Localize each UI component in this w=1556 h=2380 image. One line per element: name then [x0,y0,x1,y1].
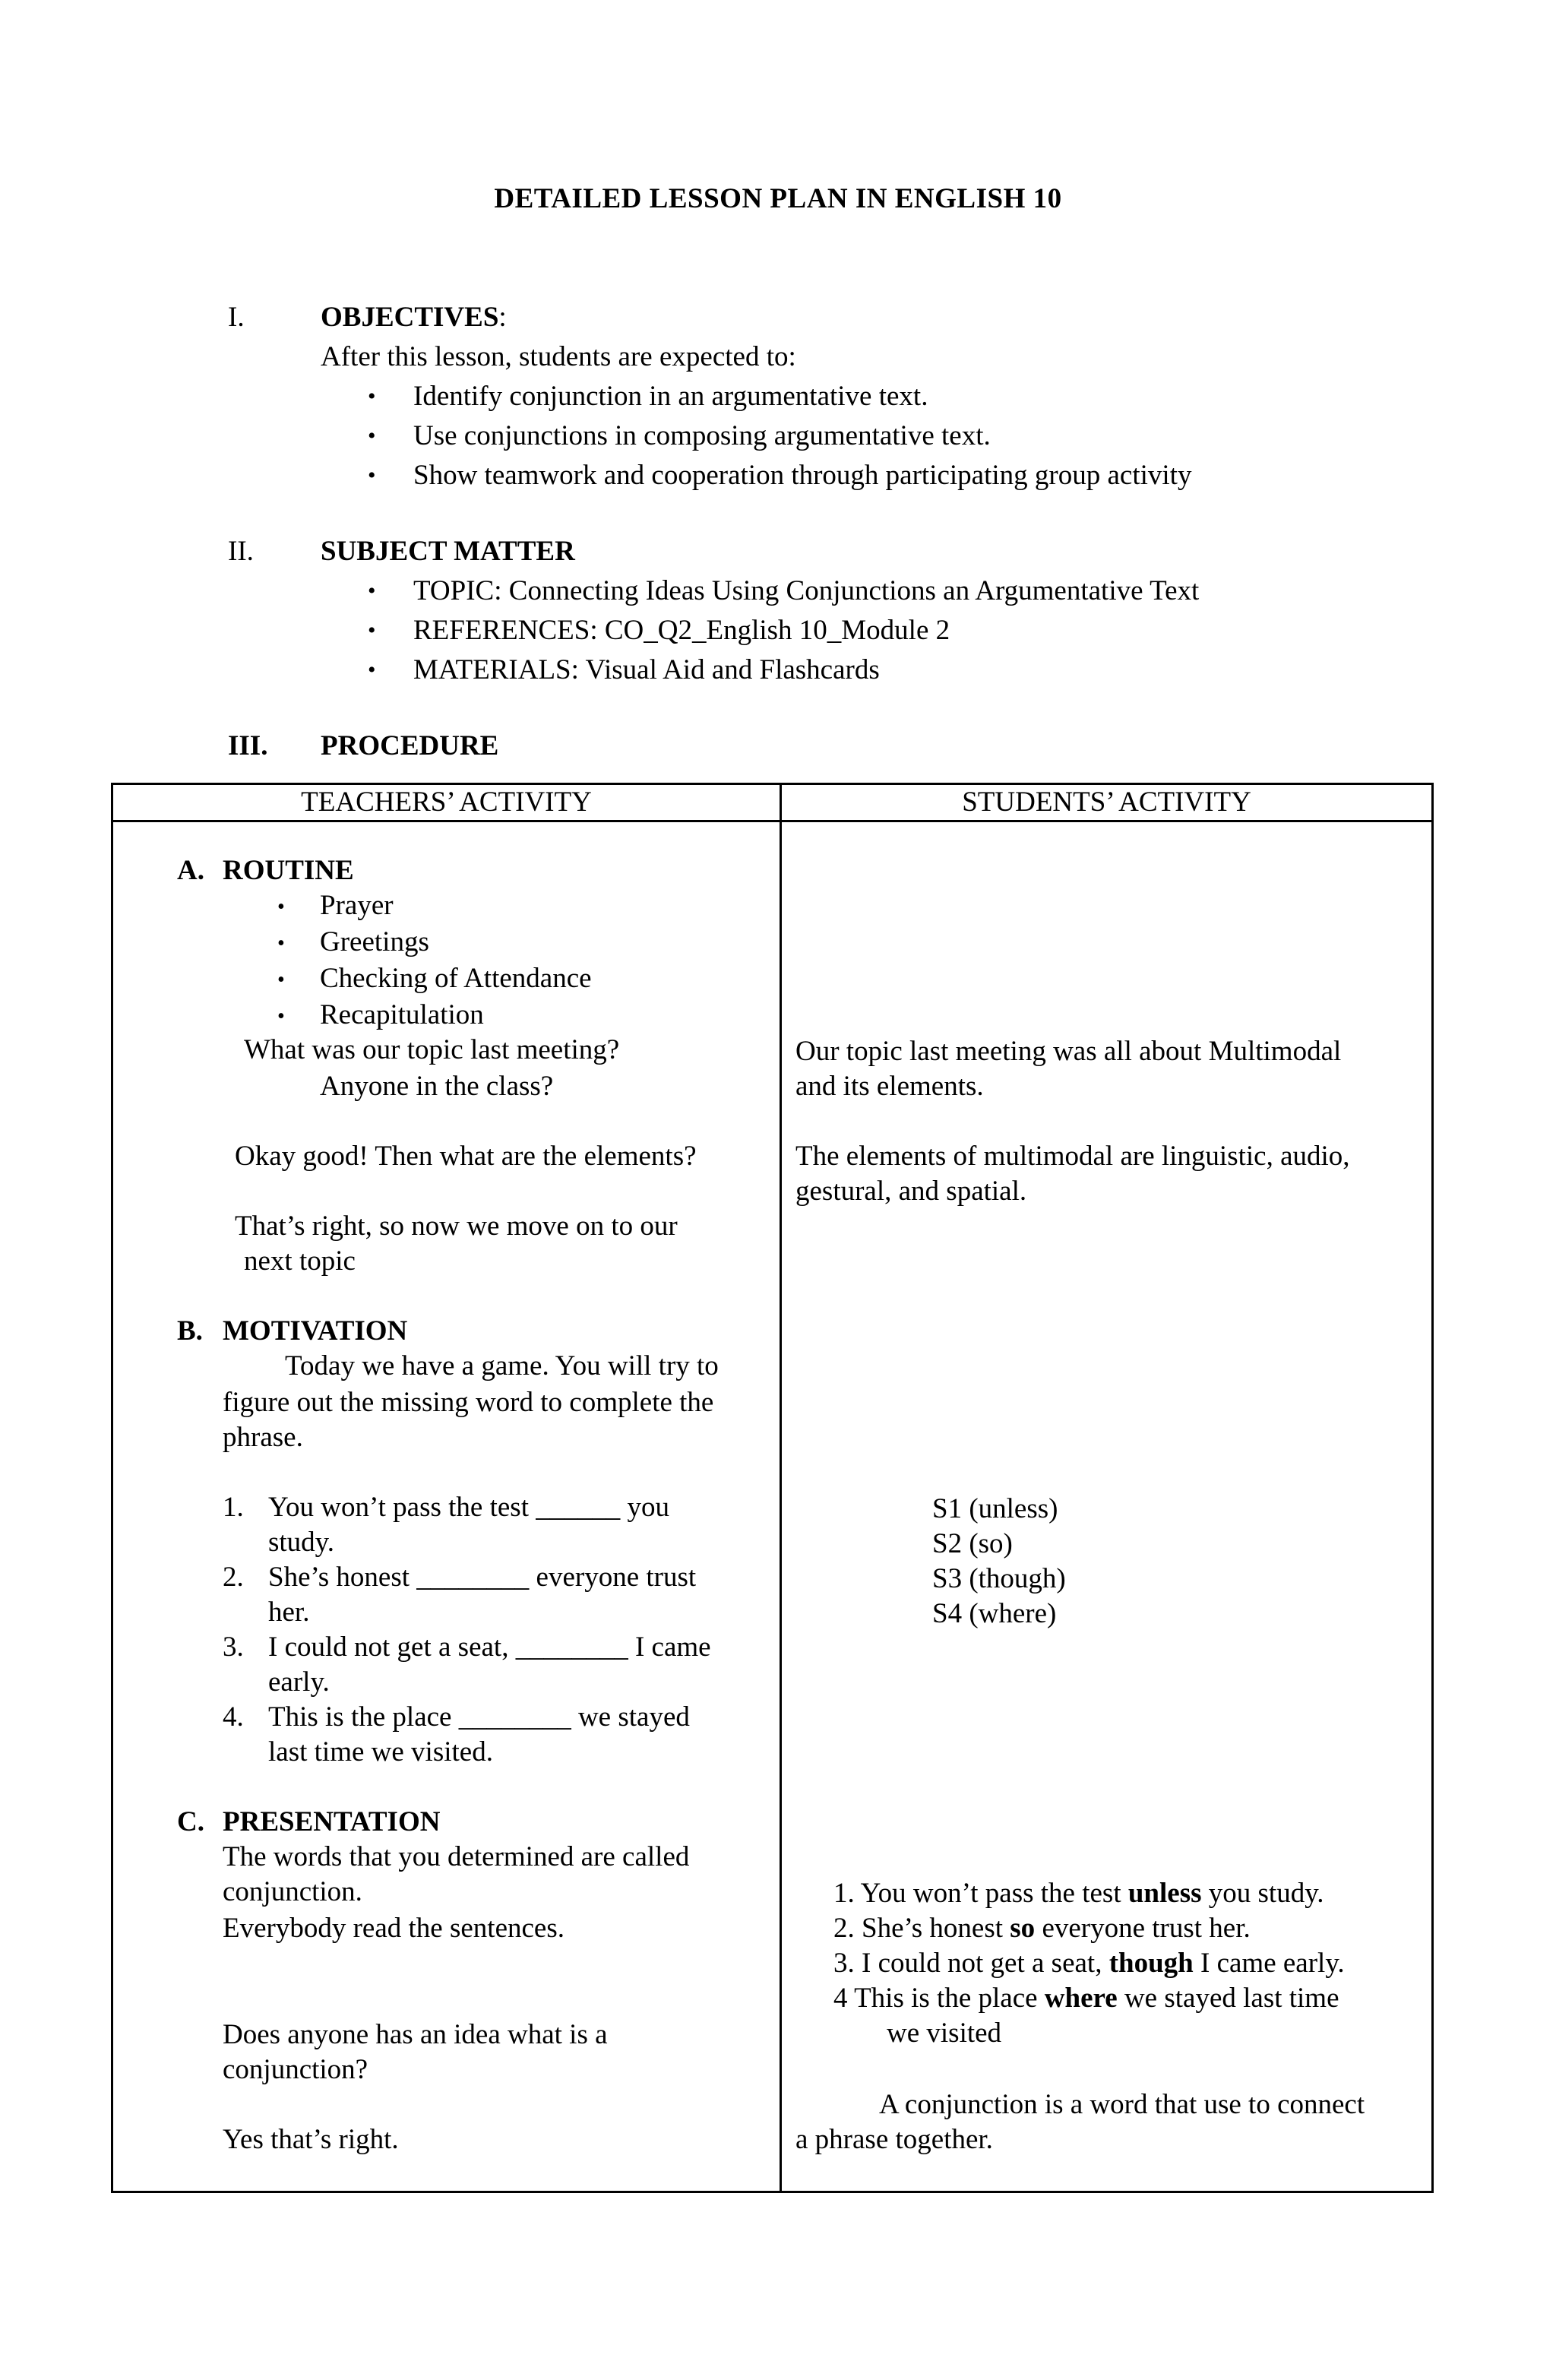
sentence-4-post: we stayed last time [1117,1983,1339,2014]
teacher-question-anyone: Anyone in the class? [320,1071,554,1102]
objectives-heading-colon: : [498,302,507,333]
game-item-4-number: 4. [223,1701,244,1733]
game-item-2-line2: her. [268,1597,310,1628]
student-definition-line1: A conjunction is a word that use to connect [879,2089,1365,2120]
teacher-question-conjunction-line2: conjunction? [223,2054,368,2085]
objectives-intro: After this lesson, students are expected to: [321,341,796,372]
subject-materials: MATERIALS: Visual Aid and Flashcards [413,654,880,685]
teacher-transition-line1: That’s right, so now we move on to our [235,1211,678,1242]
bullet-icon: • [277,1005,285,1028]
sentence-4-conjunction: where [1044,1983,1118,2014]
subject-matter-heading: SUBJECT MATTER [321,536,575,567]
routine-prayer: Prayer [320,890,394,921]
objective-item-2: Use conjunctions in composing argumentative text. [413,420,991,451]
presentation-letter: C. [177,1806,204,1837]
subject-matter-numeral: II. [228,536,254,567]
bullet-icon: • [368,384,376,409]
game-item-3-number: 3. [223,1632,244,1663]
teacher-question-topic: What was our topic last meeting? [244,1034,620,1065]
motivation-letter: B. [177,1315,203,1347]
student-sentence-1 [833,1877,1324,1910]
student-answer-s1: S1 (unless) [932,1493,1058,1524]
bullet-icon: • [368,423,376,448]
motivation-line-1: Today we have a game. You will try to [285,1350,719,1381]
student-answer-topic-line1: Our topic last meeting was all about Multimodal [795,1036,1342,1067]
procedure-numeral: III. [228,730,268,761]
sentence-2-post: everyone trust her. [1035,1913,1251,1944]
student-answer-s2: S2 (so) [932,1528,1013,1559]
bullet-icon: • [368,463,376,488]
bullet-icon: • [368,578,376,603]
sentence-2-conjunction: so [1010,1913,1036,1944]
sentence-3-pre: 3. I could not get a seat, [833,1948,1109,1979]
routine-attendance: Checking of Attendance [320,963,592,994]
sentence-2-pre: 2. She’s honest [833,1913,1010,1944]
game-item-4-line2: last time we visited. [268,1736,493,1768]
game-item-4-line1: This is the place ________ we stayed [268,1701,690,1733]
student-answer-elements-line2: gestural, and spatial. [795,1176,1027,1207]
bullet-icon: • [277,932,285,955]
game-item-1-line1: You won’t pass the test ______ you [268,1492,669,1523]
teacher-transition-line2: next topic [244,1245,356,1277]
student-answer-topic-line2: and its elements. [795,1071,984,1102]
bullet-icon: • [277,968,285,992]
motivation-line-3: phrase. [223,1422,303,1453]
game-item-3-line1: I could not get a seat, ________ I came [268,1632,711,1663]
sentence-3-conjunction: though [1108,1948,1194,1979]
objective-item-1: Identify conjunction in an argumentative text. [413,381,928,412]
teacher-closing: Yes that’s right. [223,2124,399,2155]
bullet-icon: • [277,895,285,919]
routine-letter: A. [177,855,204,886]
presentation-heading: PRESENTATION [223,1806,441,1837]
objectives-heading [321,301,507,334]
routine-heading: ROUTINE [223,855,354,886]
student-answer-s4: S4 (where) [932,1598,1057,1629]
subject-topic: TOPIC: Connecting Ideas Using Conjunctions an Argumentative Text [413,575,1200,606]
routine-recapitulation: Recapitulation [320,999,484,1030]
subject-references: REFERENCES: CO_Q2_English 10_Module 2 [413,615,950,646]
game-item-2-number: 2. [223,1562,244,1593]
student-answer-elements-line1: The elements of multimodal are linguistic, audio, [795,1141,1350,1172]
game-item-2-line1: She’s honest ________ everyone trust [268,1562,697,1593]
motivation-line-2: figure out the missing word to complete the [223,1387,714,1418]
procedure-table-header [112,784,1433,821]
student-sentence-2 [833,1912,1251,1945]
student-sentence-4-continued: we visited [887,2018,1002,2049]
routine-greetings: Greetings [320,926,429,957]
motivation-heading: MOTIVATION [223,1315,408,1347]
presentation-line-1: The words that you determined are called [223,1841,690,1872]
objectives-numeral: I. [228,302,245,333]
teacher-question-elements: Okay good! Then what are the elements? [235,1141,697,1172]
sentence-4-pre: 4 This is the place [833,1983,1045,2014]
document-title: DETAILED LESSON PLAN IN ENGLISH 10 [494,183,1062,214]
objectives-heading-text: OBJECTIVES [321,302,499,333]
sentence-3-post: I came early. [1193,1948,1345,1979]
game-item-1-number: 1. [223,1492,244,1523]
bullet-icon: • [368,618,376,643]
procedure-table [111,783,1434,2193]
sentence-1-post: you study. [1201,1878,1324,1909]
student-answer-s3: S3 (though) [932,1563,1066,1594]
game-item-3-line2: early. [268,1666,330,1698]
sentence-1-pre: 1. You won’t pass the test [833,1878,1128,1909]
teacher-question-conjunction-line1: Does anyone has an idea what is a [223,2019,608,2050]
objective-item-3: Show teamwork and cooperation through participating group activity [413,460,1192,491]
students-activity-header: STUDENTS’ ACTIVITY [781,784,1433,821]
student-definition-line2: a phrase together. [795,2124,993,2155]
procedure-table-body [112,821,1433,2192]
sentence-1-conjunction: unless [1127,1878,1202,1909]
students-activity-cell [781,821,1433,2192]
procedure-heading: PROCEDURE [321,730,499,761]
student-sentence-3 [833,1947,1345,1980]
bullet-icon: • [368,657,376,682]
presentation-line-2: conjunction. [223,1876,362,1907]
presentation-line-3: Everybody read the sentences. [223,1913,565,1944]
teachers-activity-cell [112,821,781,2192]
teachers-activity-header: TEACHERS’ ACTIVITY [112,784,781,821]
student-sentence-4 [833,1982,1339,2015]
game-item-1-line2: study. [268,1527,335,1558]
